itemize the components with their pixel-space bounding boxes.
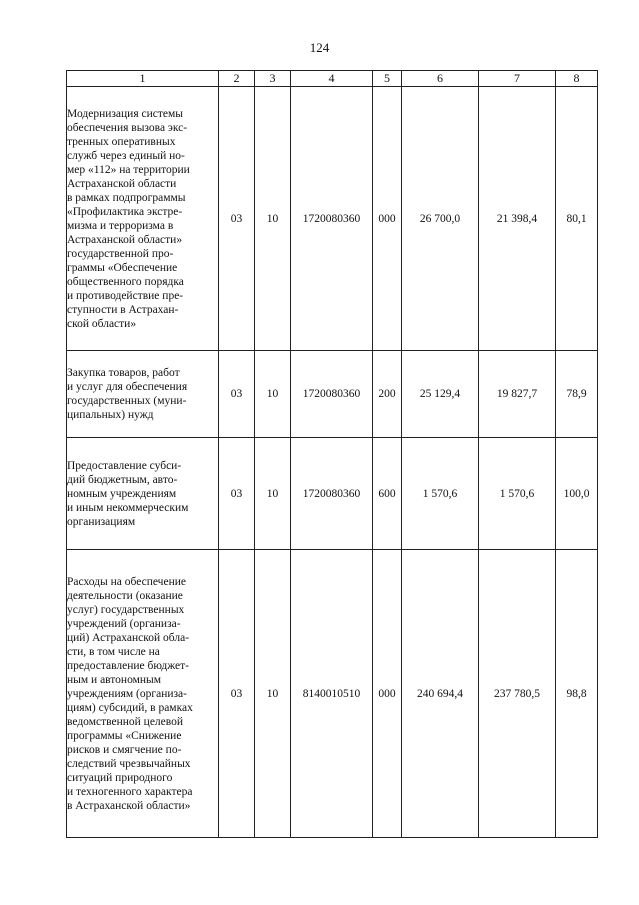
page-number: 124 (309, 40, 330, 55)
header-cell-3: 3 (255, 71, 291, 87)
header-cell-5: 5 (373, 71, 402, 87)
row-planned-amount: 1 570,6 (402, 438, 479, 550)
row-expense-type: 200 (373, 351, 402, 438)
row-executed-amount: 1 570,6 (479, 438, 556, 550)
row-description: Предоставление субси- дий бюджетным, авто- номным учреждениям и иным некоммерческим организациям (67, 438, 219, 550)
row-planned-amount: 240 694,4 (402, 550, 479, 838)
table-row (67, 550, 598, 838)
row-expense-type: 000 (373, 87, 402, 351)
row-section: 03 (219, 87, 255, 351)
row-percent: 100,0 (556, 438, 598, 550)
header-cell-8: 8 (556, 71, 598, 87)
row-target-article: 1720080360 (291, 351, 373, 438)
header-row (67, 71, 598, 87)
row-subsection: 10 (255, 87, 291, 351)
row-target-article: 1720080360 (291, 87, 373, 351)
row-executed-amount: 237 780,5 (479, 550, 556, 838)
row-planned-amount: 25 129,4 (402, 351, 479, 438)
row-description: Модернизация системы обеспечения вызова экс- тренных оперативных служб через единый но- мер «112» на территории Астраханской области в рамках подпрограммы «Профилактика экстре- мизма и терроризма в Астраханской области» государственной про- граммы «Обеспечение общественного порядка и противодействие пре- ступности в Астрахан- ской области» (67, 87, 219, 351)
table-row (67, 351, 598, 438)
row-description: Закупка товаров, работ и услуг для обеспечения государственных (муни- ципальных) нужд (67, 351, 219, 438)
header-cell-1: 1 (67, 71, 219, 87)
row-target-article: 1720080360 (291, 438, 373, 550)
row-percent: 80,1 (556, 87, 598, 351)
row-subsection: 10 (255, 438, 291, 550)
row-expense-type: 000 (373, 550, 402, 838)
row-executed-amount: 19 827,7 (479, 351, 556, 438)
header-cell-6: 6 (402, 71, 479, 87)
row-section: 03 (219, 550, 255, 838)
row-subsection: 10 (255, 351, 291, 438)
header-cell-4: 4 (291, 71, 373, 87)
header-cell-2: 2 (219, 71, 255, 87)
row-percent: 78,9 (556, 351, 598, 438)
row-expense-type: 600 (373, 438, 402, 550)
row-planned-amount: 26 700,0 (402, 87, 479, 351)
budget-table (66, 70, 598, 838)
row-target-article: 8140010510 (291, 550, 373, 838)
row-description: Расходы на обеспечение деятельности (оказание услуг) государственных учреждений (организа- ций) Астраханской обла- сти, в том числе на предоставление бюджет- ным и автономным учреждениям (организа- циям) субсидий, в рамках ведомственной целевой программы «Снижение рисков и смягчение по- следствий чрезвычайных ситуаций природного и техногенного характера в Астраханской области» (67, 550, 219, 838)
row-subsection: 10 (255, 550, 291, 838)
table-row (67, 87, 598, 351)
row-section: 03 (219, 351, 255, 438)
row-percent: 98,8 (556, 550, 598, 838)
row-executed-amount: 21 398,4 (479, 87, 556, 351)
table-row (67, 438, 598, 550)
header-cell-7: 7 (479, 71, 556, 87)
row-section: 03 (219, 438, 255, 550)
